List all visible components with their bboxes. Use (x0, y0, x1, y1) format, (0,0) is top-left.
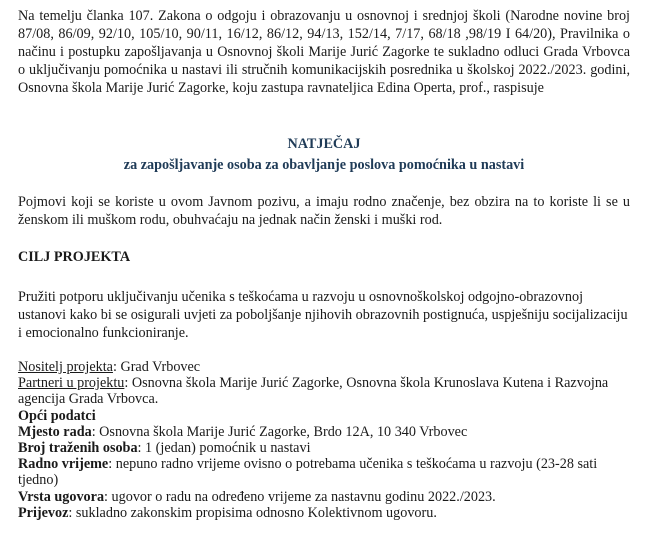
count-value: : 1 (jedan) pomoćnik u nastavi (137, 440, 311, 457)
goal-paragraph: Pružiti potporu uključivanju učenika s teškoćama u razvoju u osnovnoškolskoj odgojno-obrazovnoj ustanovi kako bi se osigurali uvjeti za poboljšanje njihovih obrazovnih postignuća, uspješniju socijalizaciju i emocionalno funkcioniranje. (18, 289, 628, 341)
count-label: Broj traženih osoba (18, 440, 138, 457)
partners-value: : Osnovna škola Marije Jurić Zagorke, Osnovna škola Krunoslava Kutena i Razvojna agencija Grada Vrbovca. (18, 375, 609, 408)
holder-label: Nositelj projekta (18, 359, 113, 375)
goal-heading: CILJ PROJEKTA (18, 249, 131, 265)
hours-line (18, 456, 630, 488)
document-subtitle: za zapošljavanje osoba za obavljanje poslova pomoćnika u nastavi (123, 157, 525, 173)
location-label: Mjesto rada (18, 423, 92, 440)
location-value: : Osnovna škola Marije Jurić Zagorke, Brdo 12A, 10 340 Vrbovec (91, 423, 468, 440)
general-heading: Opći podatci (18, 407, 96, 424)
partners-label: Partneri u projektu (18, 375, 125, 392)
gender-note-paragraph: Pojmovi koji se koriste u ovom Javnom pozivu, a imaju rodno značenje, bez obzira na to koriste li se u ženskom ili muškom rodu, obuhvaćaju na jednak način ženski i muški rod. (18, 194, 630, 228)
holder-line (18, 359, 630, 375)
hours-value: : nepuno radno vrijeme ovisno o potrebama učenika s teškoćama u razvoju (23-28 sati tjedno) (18, 456, 598, 489)
document-title: NATJEČAJ (287, 136, 361, 152)
contract-line (18, 489, 630, 505)
contract-label: Vrsta ugovora (18, 488, 105, 505)
document-title-block (18, 134, 630, 176)
holder-value: : Grad Vrbovec (112, 359, 201, 375)
hours-label: Radno vrijeme (18, 456, 109, 473)
count-line (18, 440, 630, 456)
transport-line (18, 505, 630, 521)
partners-line (18, 375, 630, 407)
transport-value: : sukladno zakonskim propisima odnosno Kolektivnom ugovoru. (68, 504, 437, 521)
intro-paragraph: Na temelju članka 107. Zakona o odgoju i obrazovanju u osnovnoj i srednjoj školi (Narodne novine broj 87/08, 86/09, 92/10, 105/10, 90/11, 16/12, 86/12, 94/13, 152/14, 7/17, 68/18 ,98/19 I 64/20), Pravilnika o načinu i postupku zapošljavanja u Osnovnoj školi Marije Jurić Zagorke te sukladno odluci Grada Vrbovca o uključivanju pomoćnika u nastavi ili stručnih komunikacijskih posrednika u školskoj 2022./2023. godini, Osnovna škola Marije Jurić Zagorke, koju zastupa ravnateljica Edina Operta, prof., raspisuje (18, 8, 630, 96)
location-line (18, 424, 630, 440)
project-info-block (18, 359, 630, 521)
contract-value: : ugovor o radu na određeno vrijeme za nastavnu godinu 2022./2023. (104, 488, 496, 505)
transport-label: Prijevoz (18, 504, 69, 521)
